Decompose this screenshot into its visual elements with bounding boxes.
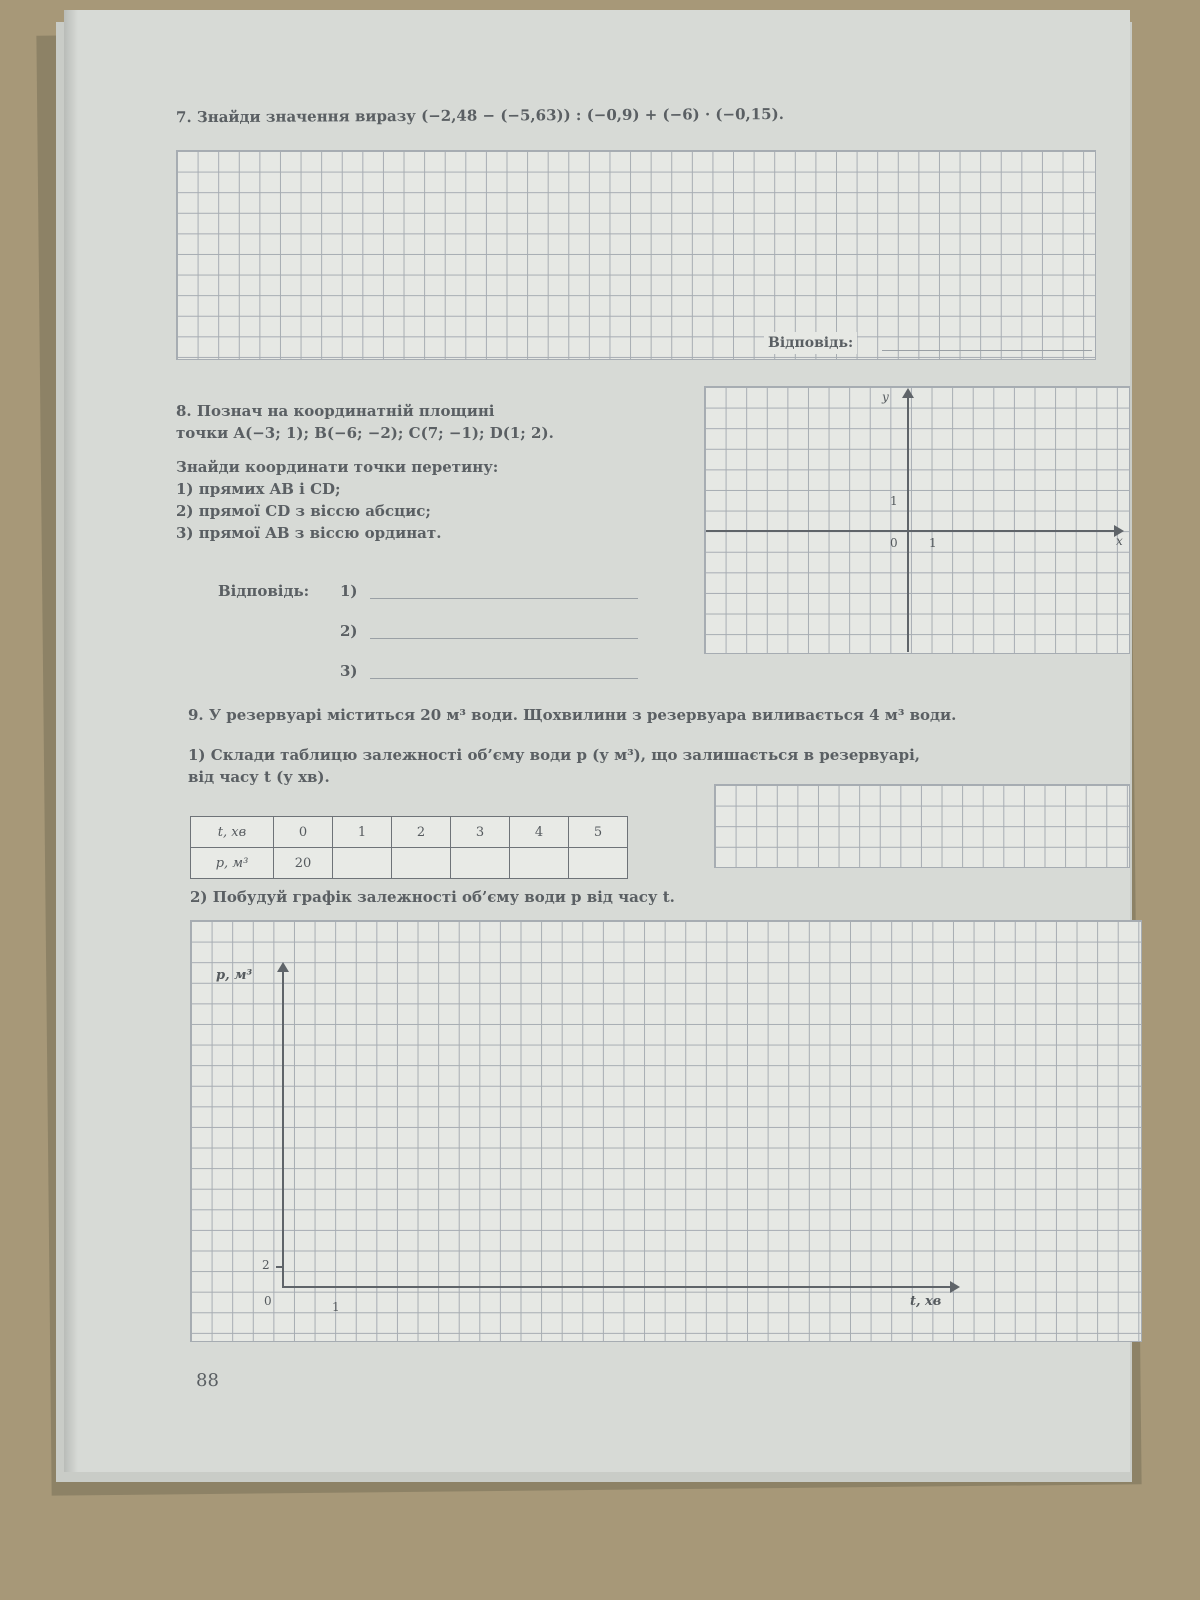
task7-answer-label: Відповідь:	[764, 332, 857, 354]
plane-y-label: y	[882, 390, 889, 404]
graph-y-label: p, м³	[216, 968, 253, 983]
task7-text: 7. Знайди значення виразу (−2,48 − (−5,63)) : (−0,9) + (−6) · (−0,15).	[175, 105, 784, 127]
graph-x-tick-label: 1	[332, 1300, 340, 1314]
table-cell: 3	[451, 817, 510, 848]
plane-y-arrow-icon	[902, 388, 914, 398]
graph-origin-label: 0	[264, 1294, 272, 1308]
page-number: 88	[196, 1370, 219, 1391]
task8-answer-num-1: 1)	[340, 582, 358, 600]
table-cell[interactable]	[451, 848, 510, 879]
task8-line3: Знайди координати точки перетину:	[176, 458, 499, 476]
table-cell: 4	[510, 817, 569, 848]
table-cell: 2	[392, 817, 451, 848]
table-cell[interactable]	[510, 848, 569, 879]
graph-y-tick-mark	[276, 1266, 284, 1268]
graph-y-axis	[282, 970, 284, 1288]
table-cell: 0	[274, 817, 333, 848]
graph-grid[interactable]	[190, 920, 1142, 1342]
workbook-page	[64, 10, 1130, 1472]
task9-line3: від часу t (у хв).	[188, 768, 330, 786]
table-cell[interactable]	[333, 848, 392, 879]
plane-x-axis	[706, 530, 1118, 532]
table-cell: 1	[333, 817, 392, 848]
task7-grid[interactable]	[176, 150, 1096, 360]
task8-answer-line-3[interactable]	[370, 678, 638, 679]
task9-part2: 2) Побудуй графік залежності об’єму води p від часу t.	[190, 888, 675, 906]
graph-x-label: t, хв	[910, 1294, 942, 1309]
table-cell: 5	[569, 817, 628, 848]
task8-item3: 3) прямої AB з віссю ординат.	[176, 524, 442, 542]
dependency-table	[190, 816, 628, 879]
graph-y-tick-label: 2	[262, 1258, 270, 1272]
plane-y-tick-label: 1	[890, 494, 898, 508]
table-cell: t, хв	[191, 817, 274, 848]
plane-x-label: x	[1116, 534, 1123, 548]
plane-x-tick-label: 1	[929, 536, 937, 550]
coordinate-plane-grid[interactable]	[704, 386, 1130, 654]
task8-answer-line-2[interactable]	[370, 638, 638, 639]
graph-x-arrow-icon	[950, 1281, 960, 1293]
table-row	[191, 848, 628, 879]
task9-work-grid[interactable]	[714, 784, 1130, 868]
plane-origin-label: 0	[890, 536, 898, 550]
task9-line1: 9. У резервуарі міститься 20 м³ води. Щохвилини з резервуара виливається 4 м³ води.	[188, 706, 957, 724]
plane-y-axis	[907, 396, 909, 652]
task8-line1: 8. Познач на координатній площині	[176, 402, 495, 420]
graph-y-arrow-icon	[277, 962, 289, 972]
task7-answer-line[interactable]	[882, 350, 1092, 351]
table-cell: 20	[274, 848, 333, 879]
task8-answer-label: Відповідь:	[218, 582, 310, 600]
task8-line2: точки A(−3; 1); B(−6; −2); C(7; −1); D(1; 2).	[176, 424, 554, 442]
task8-answer-num-3: 3)	[340, 662, 358, 680]
table-cell[interactable]	[569, 848, 628, 879]
task8-answer-line-1[interactable]	[370, 598, 638, 599]
task9-line2: 1) Склади таблицю залежності об’єму води p (у м³), що залишається в резервуарі,	[188, 746, 920, 764]
table-row	[191, 817, 628, 848]
task8-answer-num-2: 2)	[340, 622, 358, 640]
task8-item2: 2) прямої CD з віссю абсцис;	[176, 502, 431, 520]
task8-item1: 1) прямих AB і CD;	[176, 480, 341, 498]
table-cell[interactable]	[392, 848, 451, 879]
graph-x-axis	[282, 1286, 952, 1288]
table-cell: p, м³	[191, 848, 274, 879]
